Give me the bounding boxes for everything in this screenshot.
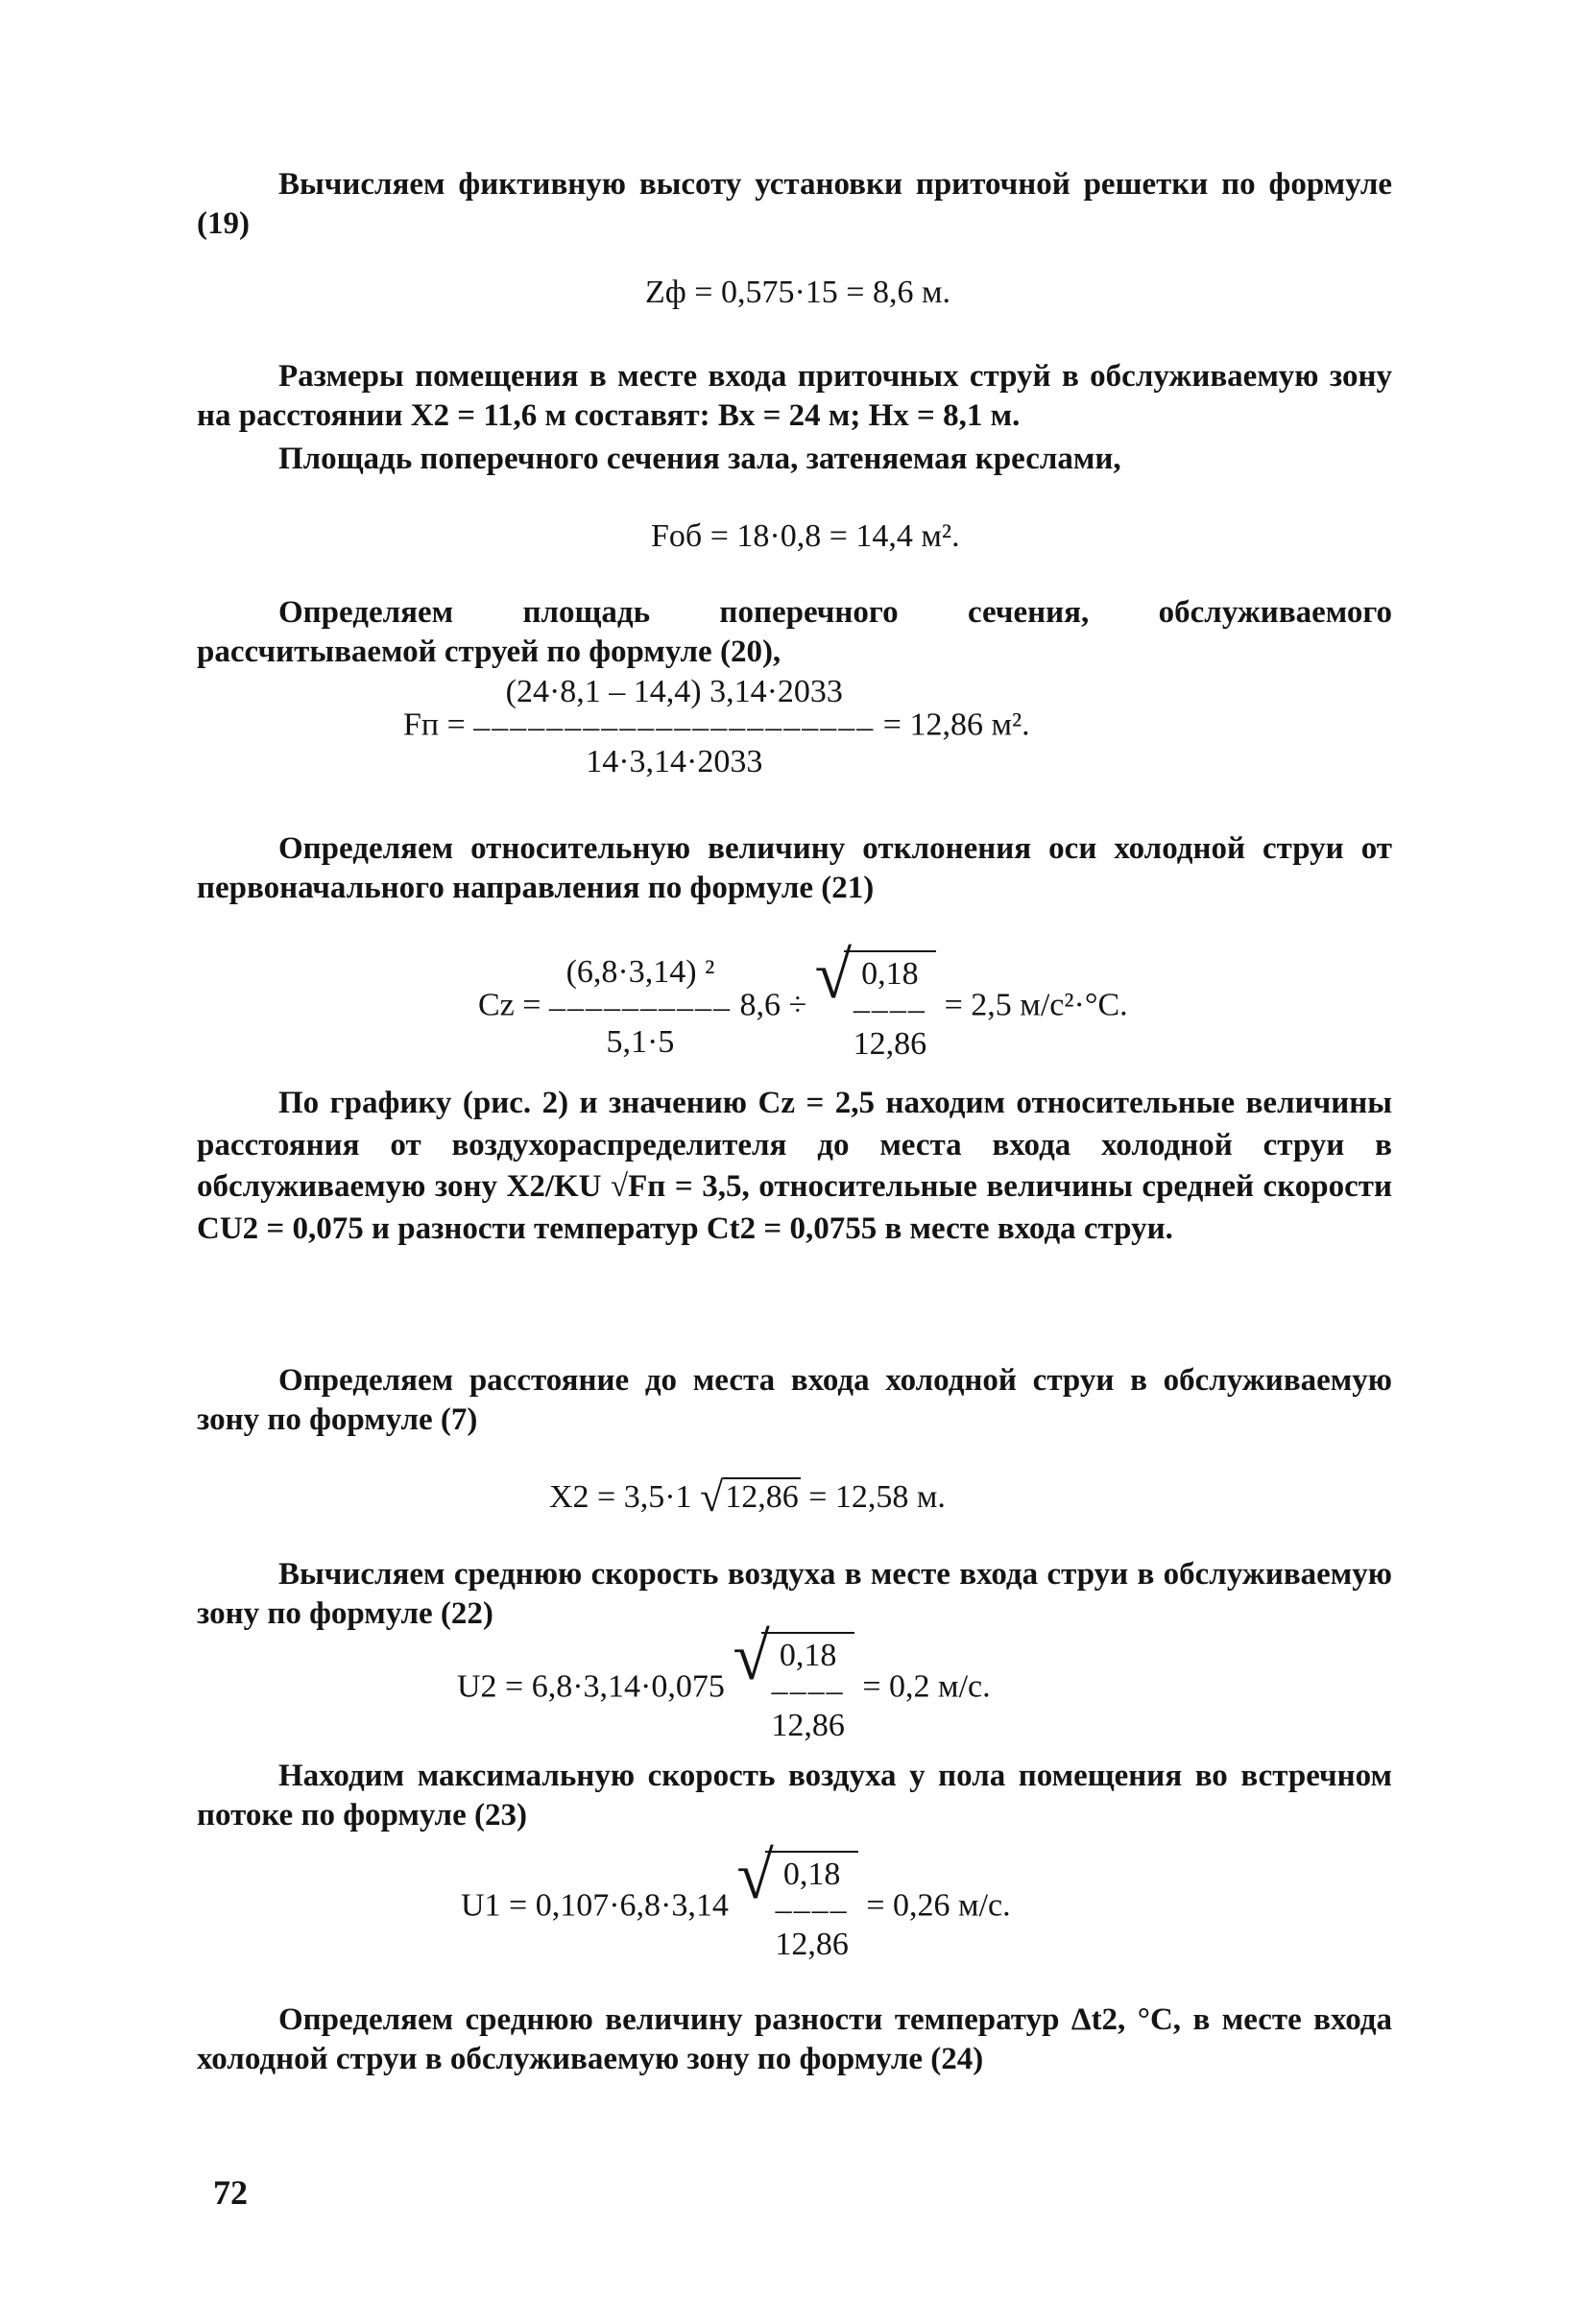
- fraction-bar: ––––––––––: [548, 989, 732, 1025]
- equation-u2-lhs: U2 = 6,8·3,14·0,075: [457, 1668, 725, 1705]
- paragraph-deviation: Определяем относительную величину отклонения оси холодной струи от первоначального направления по формуле (21): [197, 831, 1392, 906]
- paragraph-mean-velocity: Вычисляем среднюю скорость воздуха в месте входа струи в обслуживаемую зону по формуле (22): [197, 1557, 1392, 1632]
- page-number: 72: [213, 2173, 248, 2212]
- equation-u2: [457, 1620, 991, 1747]
- radical-sign: √: [736, 1839, 774, 1913]
- paragraph-graph-values: По графику (рис. 2) и значению Cz = 2,5 находим относительные величины расстояния от воздухораспределителя до места входа холодной струи в обслуживаемую зону X2/KU √Fп = 3,5, относительные величины средней скорости CU2 = 0,075 и разности температур Ct2 = 0,0755 в месте входа струи.: [197, 1086, 1392, 1246]
- equation-c-z: [478, 939, 1128, 1066]
- root-numerator: 0,18: [782, 1857, 841, 1892]
- fraction-denominator: 5,1·5: [606, 1024, 675, 1061]
- root-denominator: 12,86: [853, 1026, 927, 1063]
- paragraph-temperature-difference: Определяем среднюю величину разности температур Δt2, °С, в месте входа холодной струи в обслуживаемую зону по формуле (24): [197, 2002, 1392, 2077]
- root-bar: ––––: [775, 1891, 849, 1928]
- equation-x2-rhs: = 12,58 м.: [808, 1479, 946, 1515]
- equation-x2-lhs: X2 = 3,5·1: [549, 1479, 692, 1515]
- paragraph-max-velocity: Находим максимальную скорость воздуха у пола помещения во встречном потоке по формуле (23): [197, 1759, 1392, 1833]
- equation-u2-rhs: = 0,2 м/с.: [862, 1668, 991, 1705]
- equation-z-phi: Zф = 0,575·15 = 8,6 м.: [645, 275, 950, 310]
- root-numerator: 0,18: [779, 1638, 837, 1673]
- root-denominator: 12,86: [775, 1927, 849, 1963]
- root-value: 12,86: [725, 1479, 799, 1515]
- equation-u1-rhs: = 0,26 м/с.: [866, 1887, 1011, 1924]
- root-denominator: 12,86: [771, 1708, 845, 1744]
- radical-sign: √: [814, 939, 853, 1013]
- radical-sign: √: [700, 1473, 724, 1521]
- equation-c-z-lhs: Cz =: [478, 987, 541, 1023]
- equation-u1-lhs: U1 = 0,107·6,8·3,14: [461, 1887, 729, 1924]
- equation-c-z-rhs: = 2,5 м/с²·°С.: [944, 987, 1128, 1023]
- paragraph-fictive-height: Вычисляем фиктивную высоту установки приточной решетки по формуле (19): [197, 167, 1392, 242]
- square-root: [814, 939, 937, 1066]
- radical-sign: √: [733, 1620, 770, 1694]
- square-root: [736, 1839, 858, 1966]
- root-bar: ––––: [771, 1672, 845, 1709]
- fraction-numerator: (6,8·3,14) ²: [565, 954, 715, 990]
- equation-u1: [461, 1839, 1011, 1966]
- paragraph-cross-section: Площадь поперечного сечения зала, затеняемая креслами,: [278, 442, 1121, 476]
- equation-x2: [549, 1471, 946, 1523]
- paragraph-room-dimensions: Размеры помещения в месте входа приточных струй в обслуживаемую зону на расстоянии X2 = 11,6 м составят: Bx = 24 м; Hx = 8,1 м.: [197, 359, 1392, 434]
- fraction-denominator: 14·3,14·2033: [586, 744, 763, 780]
- equation-f-p-lhs: Fп =: [403, 707, 466, 743]
- square-root: [733, 1620, 854, 1747]
- paragraph-served-area: Определяем площадь поперечного сечения, обслуживаемого рассчитываемой струей по формуле (20),: [197, 595, 1392, 670]
- root-bar: ––––: [853, 991, 926, 1027]
- fraction-numerator: (24·8,1 – 14,4) 3,14·2033: [505, 674, 843, 709]
- paragraph-distance: Определяем расстояние до места входа холодной струи в обслуживаемую зону по формуле (7): [197, 1363, 1392, 1438]
- equation-f-p-fraction: [473, 672, 875, 783]
- equation-f-p-rhs: = 12,86 м².: [882, 707, 1030, 743]
- equation-f-p: [403, 672, 1030, 783]
- equation-c-z-fraction: [549, 952, 732, 1064]
- equation-f-ob: Fоб = 18·0,8 = 14,4 м².: [651, 518, 960, 554]
- equation-c-z-mid: 8,6 ÷: [739, 987, 807, 1023]
- fraction-bar: ––––––––––––––––––––––: [473, 708, 876, 745]
- root-numerator: 0,18: [861, 956, 919, 992]
